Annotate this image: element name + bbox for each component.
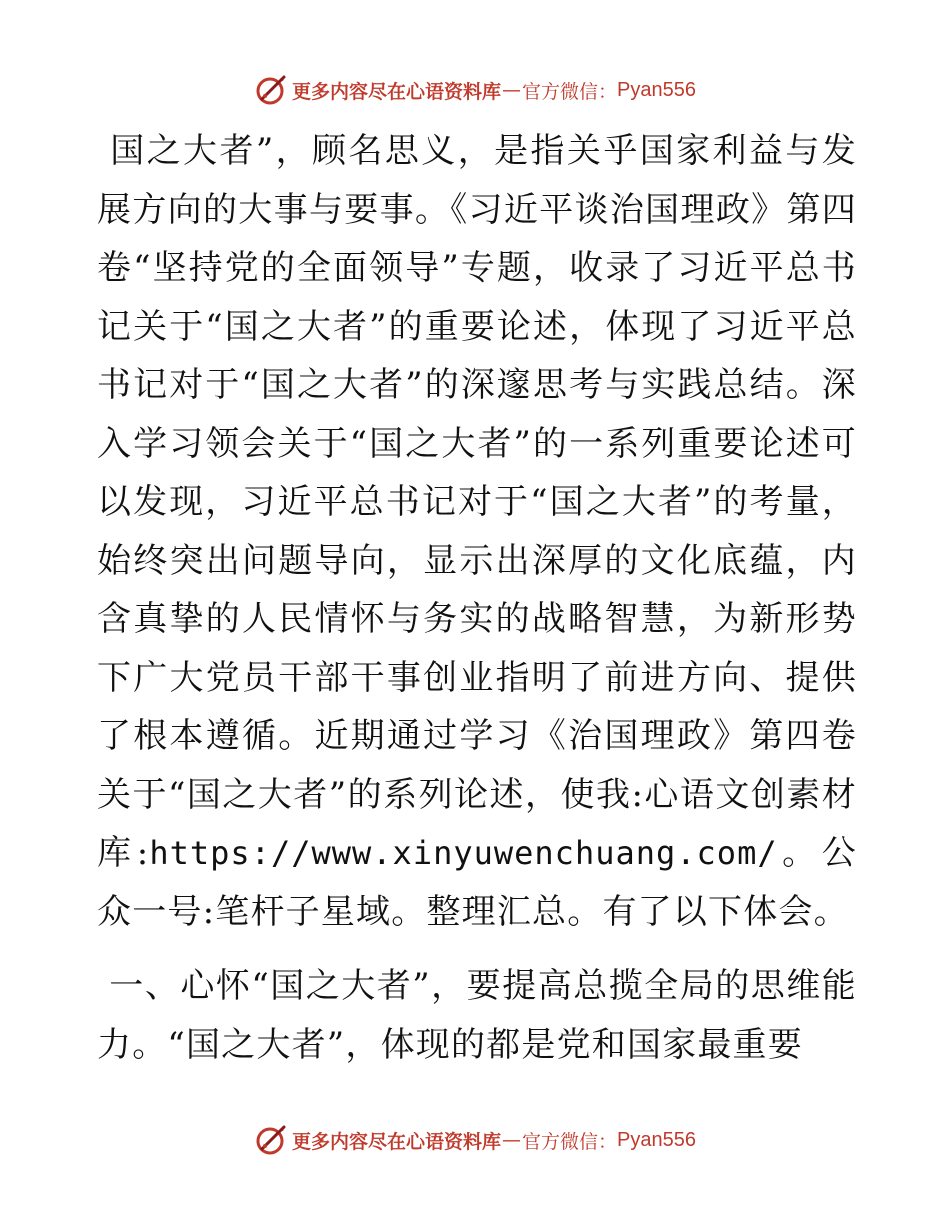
brand-logo-icon	[254, 1123, 288, 1157]
wechat-label: 官方微信：	[522, 1130, 618, 1153]
brand-logo-icon	[254, 73, 288, 107]
paragraph-intro-tail: 。公众一号:笔杆子星域。整理汇总。有了以下体会。	[97, 833, 857, 932]
brand-name: 更多内容尽在心语资料库	[292, 80, 502, 103]
document-body	[97, 122, 857, 1074]
banner-dash: —	[502, 1129, 522, 1151]
paragraph-section-one	[97, 957, 857, 1074]
paragraph-intro-url: https://www.xinyuwenchuang.com/	[149, 834, 778, 872]
paragraph-intro	[97, 122, 857, 941]
banner-dash: —	[502, 79, 522, 101]
footer-watermark	[0, 1120, 950, 1160]
paragraph-intro-main: 国之大者”，顾名思义，是指关乎国家利益与发展方向的大事与要事。《习近平谈治国理政》第四卷“坚持党的全面领导”专题，收录了习近平总书记关于“国之大者”的重要论述，体现了习近平总书记对于“国之大者”的深邃思考与实践总结。深入学习领会关于“国之大者”的一系列重要论述可以发现，习近平总书记对于“国之大者”的考量，始终突出问题导向，显示出深厚的文化底蕴，内含真挚的人民情怀与务实的战略智慧，为新形势下广大党员干部干事创业指明了前进方向、提供了根本遵循。近期通过学习《治国理政》第四卷关于“国之大者”的系列论述，使我:心语文创素材库:	[97, 131, 857, 873]
paragraph-section-one-text: 一、心怀“国之大者”，要提高总揽全局的思维能力。“国之大者”，体现的都是党和国家最重要	[97, 966, 857, 1065]
wechat-label: 官方微信：	[522, 80, 618, 103]
header-watermark	[0, 70, 950, 110]
wechat-id: Pyan556	[617, 78, 696, 101]
brand-name: 更多内容尽在心语资料库	[292, 1130, 502, 1153]
wechat-id: Pyan556	[617, 1128, 696, 1151]
